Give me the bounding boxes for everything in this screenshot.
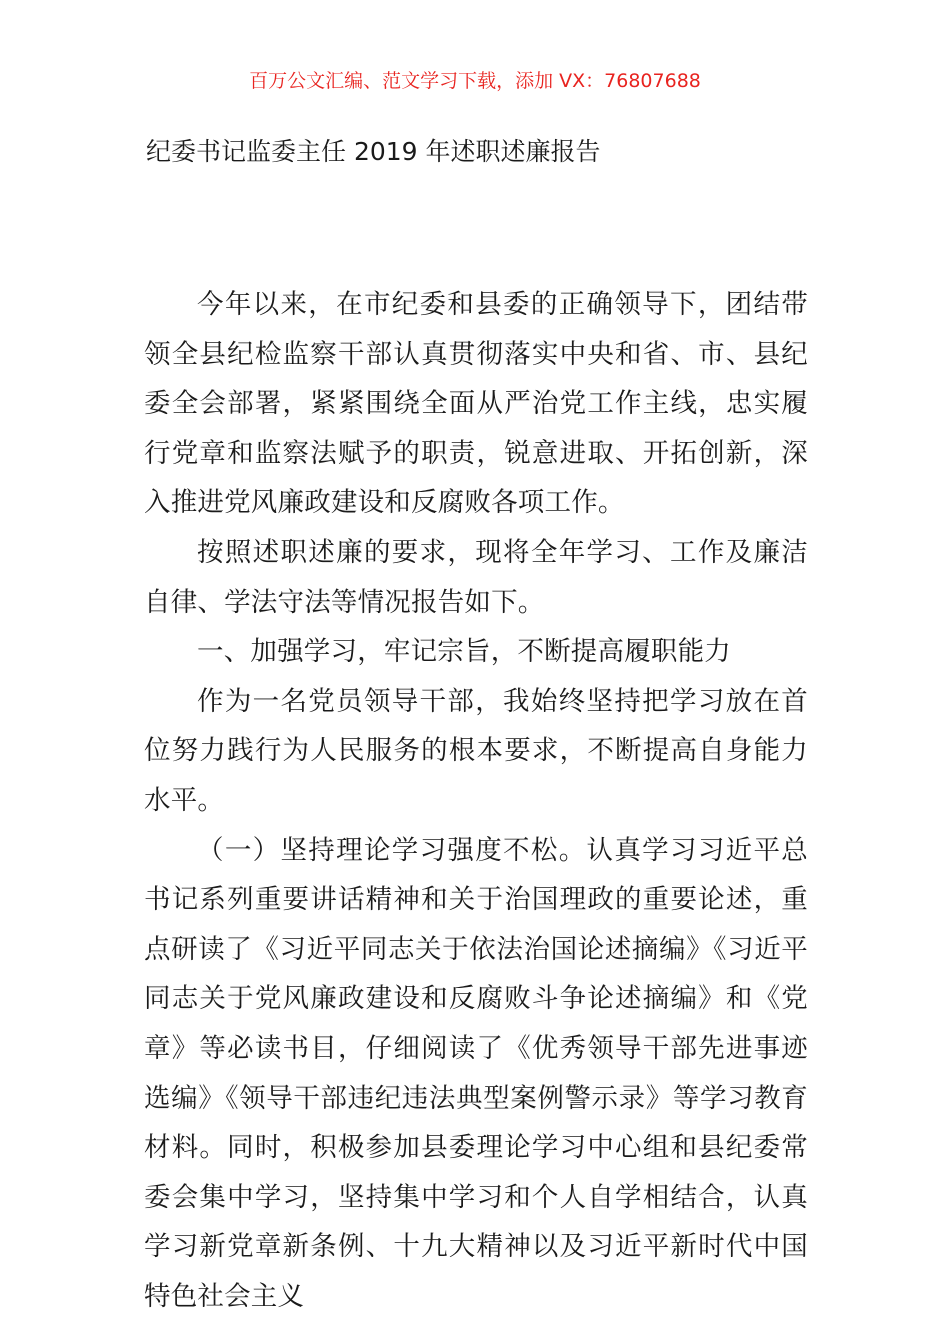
header-banner: 百万公文汇编、范文学习下载，添加 VX：76807688	[249, 70, 701, 92]
paragraph: 按照述职述廉的要求，现将全年学习、工作及廉洁自律、学法守法等情况报告如下。	[144, 536, 808, 618]
section-heading: 一、加强学习，牢记宗旨，不断提高履职能力	[197, 636, 731, 668]
document-title: 纪委书记监委主任 2019 年述职述廉报告	[146, 137, 601, 166]
paragraph: 今年以来，在市纪委和县委的正确领导下，团结带领全县纪检监察干部认真贯彻落实中央和省、市、县纪委全会部署，紧紧围绕全面从严治党工作主线，忠实履行党章和监察法赋予的职责，锐意进取、开拓创新，深入推进党风廉政建设和反腐败各项工作。	[144, 289, 808, 519]
paragraph: 作为一名党员领导干部，我始终坚持把学习放在首位努力践行为人民服务的根本要求，不断提高自身能力水平。	[144, 685, 808, 816]
paragraph: （一）坚持理论学习强度不松。认真学习习近平总书记系列重要讲话精神和关于治国理政的重要论述，重点研读了《习近平同志关于依法治国论述摘编》《习近平同志关于党风廉政建设和反腐败斗争论述摘编》和《党章》等必读书目，仔细阅读了《优秀领导干部先进事迹选编》《领导干部违纪违法典型案例警示录》等学习教育材料。同时，积极参加县委理论学习中心组和县纪委常委会集中学习，坚持集中学习和个人自学相结合，认真学习新党章新条例、十九大精神以及习近平新时代中国特色社会主义	[144, 834, 808, 1312]
document-body	[144, 280, 808, 1321]
